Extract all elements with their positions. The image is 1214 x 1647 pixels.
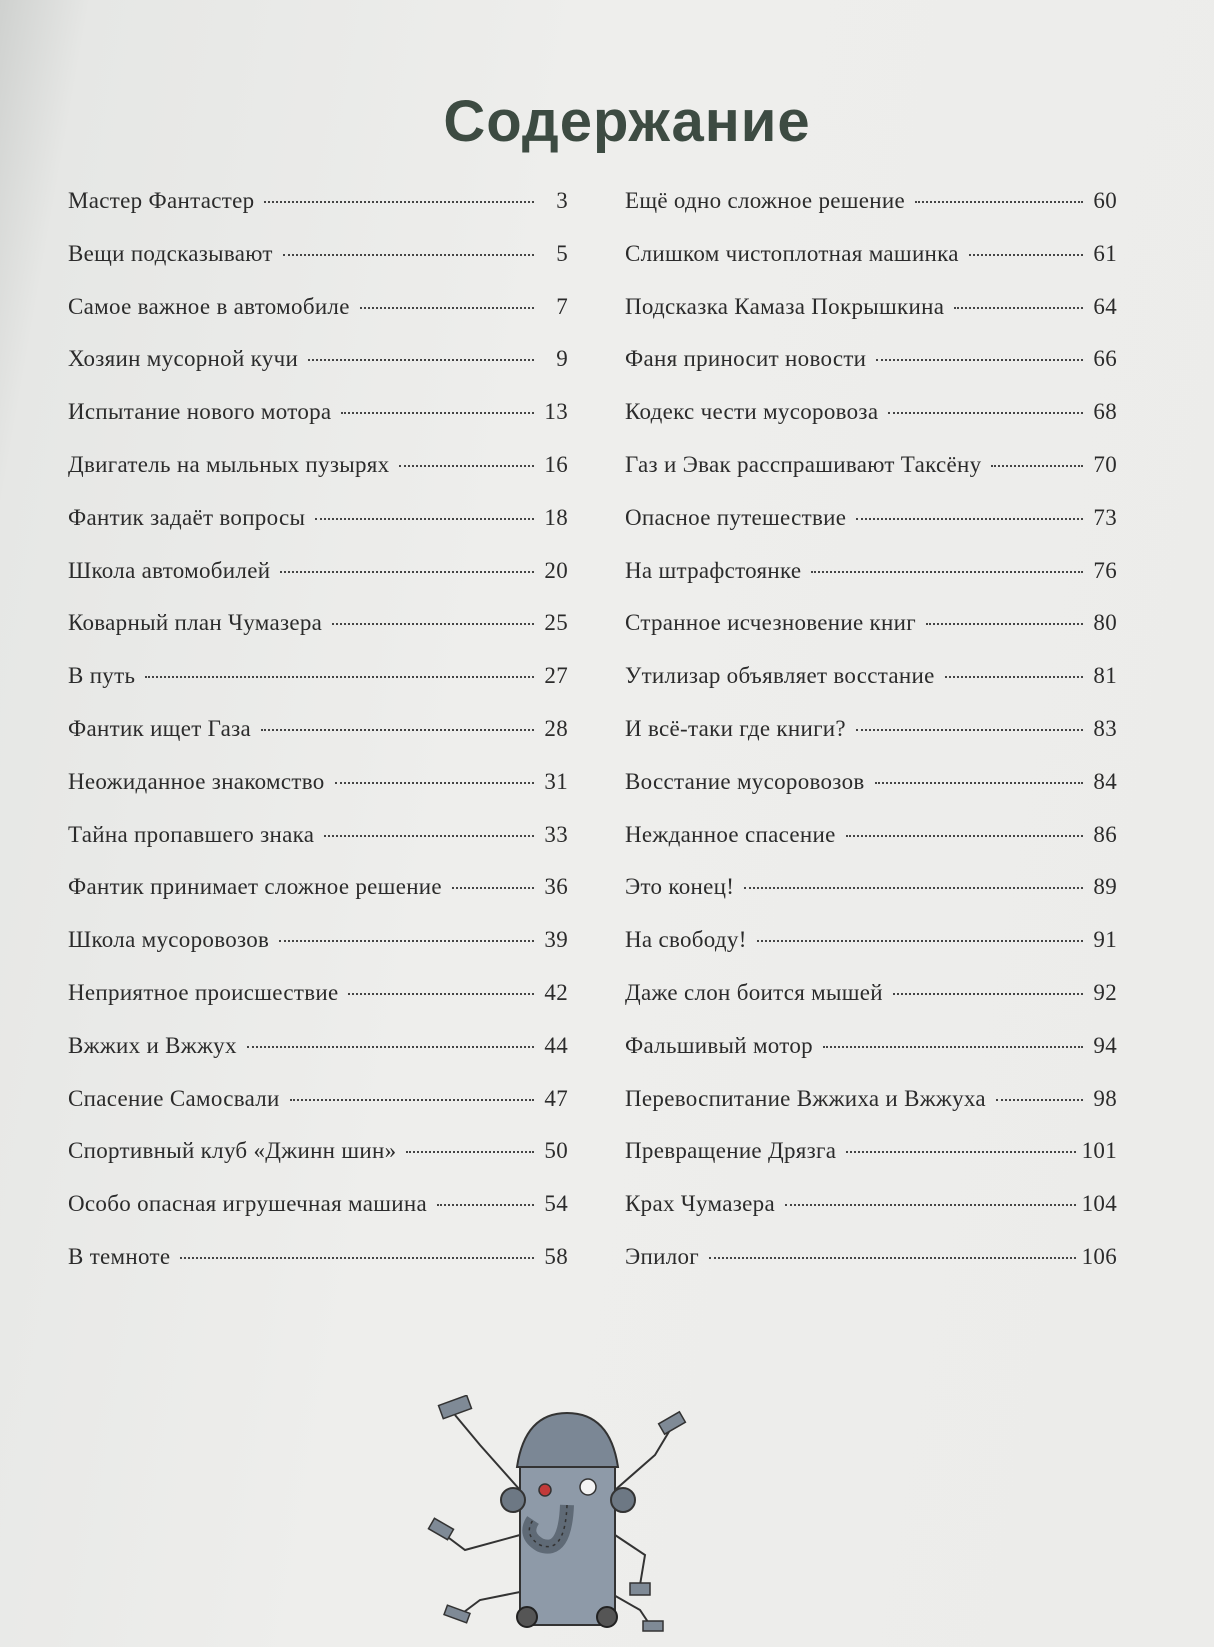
chapter-title: Даже слон боится мышей <box>625 979 883 1005</box>
dot-leader <box>876 359 1083 361</box>
toc-left-entry[interactable] <box>68 399 568 452</box>
chapter-title: Хозяин мусорной кучи <box>68 346 299 372</box>
chapter-title: Странное исчезновение книг <box>625 610 916 636</box>
dot-leader <box>335 782 534 784</box>
dot-leader <box>893 993 1083 995</box>
toc-right-entry[interactable] <box>625 294 1117 347</box>
dot-leader <box>856 729 1083 731</box>
chapter-title: Фальшивый мотор <box>625 1032 813 1058</box>
chapter-title: Утилизар объявляет восстание <box>625 663 935 689</box>
chapter-title: Подсказка Камаза Покрышкина <box>625 293 945 319</box>
page-number: 61 <box>1093 240 1117 266</box>
toc-right-entry[interactable] <box>625 558 1117 611</box>
chapter-title: Нежданное спасение <box>625 821 836 847</box>
toc-right-entry[interactable] <box>625 663 1117 716</box>
toc-right-entry[interactable] <box>625 769 1117 822</box>
robot-cleaner-illustration <box>425 1395 715 1635</box>
dot-leader <box>846 835 1083 837</box>
dot-leader <box>360 307 534 309</box>
chapter-title: В путь <box>68 663 136 689</box>
toc-right-entry[interactable] <box>625 822 1117 875</box>
page-number: 50 <box>544 1138 568 1164</box>
chapter-title: Тайна пропавшего знака <box>68 821 315 847</box>
page-number: 83 <box>1093 715 1117 741</box>
page-number: 36 <box>544 874 568 900</box>
toc-right-entry[interactable] <box>625 505 1117 558</box>
dot-leader <box>856 518 1083 520</box>
page-number: 44 <box>544 1032 568 1058</box>
chapter-title: Опасное путешествие <box>625 504 847 530</box>
page-number: 84 <box>1093 768 1117 794</box>
toc-right-entry[interactable] <box>625 1033 1117 1086</box>
toc-left-entry[interactable] <box>68 610 568 663</box>
chapter-title: Фантик ищет Газа <box>68 715 252 741</box>
dot-leader <box>954 307 1083 309</box>
dot-leader <box>846 1151 1075 1153</box>
page-number: 64 <box>1093 293 1117 319</box>
page-number: 16 <box>544 451 568 477</box>
page-number: 25 <box>544 610 568 636</box>
toc-left-entry[interactable] <box>68 1138 568 1191</box>
chapter-title: На штрафстоянке <box>625 557 802 583</box>
dot-leader <box>308 359 534 361</box>
page-number: 86 <box>1093 821 1117 847</box>
chapter-title: Эпилог <box>625 1243 700 1269</box>
toc-left-entry[interactable] <box>68 452 568 505</box>
chapter-title: Неприятное происшествие <box>68 979 339 1005</box>
toc-right-entry[interactable] <box>625 1086 1117 1139</box>
dot-leader <box>290 1099 534 1101</box>
toc-left-entry[interactable] <box>68 716 568 769</box>
dot-leader <box>888 412 1083 414</box>
chapter-title: Вещи подсказывают <box>68 240 273 266</box>
page-number: 5 <box>556 240 568 266</box>
page-number: 33 <box>544 821 568 847</box>
chapter-title: Мастер Фантастер <box>68 188 255 213</box>
dot-leader <box>264 201 534 203</box>
dot-leader <box>744 887 1083 889</box>
dot-leader <box>247 1046 534 1048</box>
chapter-title: Восстание мусоровозов <box>625 768 865 794</box>
page-number: 91 <box>1093 927 1117 953</box>
toc-left-entry[interactable] <box>68 241 568 294</box>
toc-left-entry[interactable] <box>68 663 568 716</box>
toc-right-entry[interactable] <box>625 1244 1117 1297</box>
page-number: 18 <box>544 504 568 530</box>
chapter-title: Фантик задаёт вопросы <box>68 504 306 530</box>
page-number: 81 <box>1093 663 1117 689</box>
page-number: 47 <box>544 1085 568 1111</box>
dot-leader <box>324 835 534 837</box>
page-number: 68 <box>1093 399 1117 425</box>
page-number: 27 <box>544 663 568 689</box>
chapter-title: Фаня приносит новости <box>625 346 867 372</box>
toc-left-column <box>68 188 568 1297</box>
toc-right-entry[interactable] <box>625 927 1117 980</box>
chapter-title: Перевоспитание Вжжиха и Вжжуха <box>625 1085 986 1111</box>
chapter-title: Школа автомобилей <box>68 557 271 583</box>
dot-leader <box>785 1204 1076 1206</box>
dot-leader <box>279 940 534 942</box>
chapter-title: Самое важное в автомобиле <box>68 293 350 319</box>
dot-leader <box>969 254 1083 256</box>
page-number: 98 <box>1093 1085 1117 1111</box>
chapter-title: Испытание нового мотора <box>68 399 332 425</box>
toc-left-entry[interactable] <box>68 927 568 980</box>
toc-left-entry[interactable] <box>68 769 568 822</box>
dot-leader <box>709 1257 1076 1259</box>
page-number: 13 <box>544 399 568 425</box>
page-number: 104 <box>1081 1191 1117 1217</box>
page-number: 73 <box>1093 504 1117 530</box>
dot-leader <box>283 254 534 256</box>
dot-leader <box>348 993 534 995</box>
page-number: 80 <box>1093 610 1117 636</box>
page-number: 3 <box>556 188 568 213</box>
chapter-title: Коварный план Чумазера <box>68 610 323 636</box>
toc-left-entry[interactable] <box>68 558 568 611</box>
dot-leader <box>452 887 534 889</box>
dot-leader <box>341 412 534 414</box>
chapter-title: Школа мусоровозов <box>68 927 270 953</box>
toc-right-entry[interactable] <box>625 399 1117 452</box>
toc-left-entry[interactable] <box>68 294 568 347</box>
page-number: 89 <box>1093 874 1117 900</box>
chapter-title: И всё-таки где книги? <box>625 715 846 741</box>
dot-leader <box>399 465 534 467</box>
page-number: 106 <box>1081 1243 1117 1269</box>
dot-leader <box>991 465 1083 467</box>
toc-right-entry[interactable] <box>625 874 1117 927</box>
toc-left-entry[interactable] <box>68 1086 568 1139</box>
chapter-title: Кодекс чести мусоровоза <box>625 399 879 425</box>
toc-left-entry[interactable] <box>68 346 568 399</box>
dot-leader <box>945 676 1083 678</box>
dot-leader <box>145 676 534 678</box>
toc-left-entry[interactable] <box>68 1244 568 1297</box>
chapter-title: Превращение Дрязга <box>625 1138 837 1164</box>
chapter-title: На свободу! <box>625 927 747 953</box>
chapter-title: Особо опасная игрушечная машина <box>68 1191 427 1217</box>
toc-left-entry[interactable] <box>68 1191 568 1244</box>
page-number: 58 <box>544 1243 568 1269</box>
dot-leader <box>280 571 534 573</box>
page-number: 101 <box>1081 1138 1117 1164</box>
dot-leader <box>180 1257 534 1259</box>
page-number: 28 <box>544 715 568 741</box>
dot-leader <box>757 940 1083 942</box>
chapter-title: Неожиданное знакомство <box>68 768 325 794</box>
toc-right-entry[interactable] <box>625 1191 1117 1244</box>
chapter-title: Крах Чумазера <box>625 1191 775 1217</box>
chapter-title: Спасение Самосвали <box>68 1085 280 1111</box>
toc-right-entry[interactable] <box>625 452 1117 505</box>
page-number: 76 <box>1093 557 1117 583</box>
page-number: 66 <box>1093 346 1117 372</box>
page-number: 94 <box>1093 1032 1117 1058</box>
page-number: 54 <box>544 1191 568 1217</box>
toc-right-entry[interactable] <box>625 188 1117 241</box>
page-title: Содержание <box>443 89 811 154</box>
page-number: 60 <box>1093 188 1117 213</box>
toc-right-column <box>625 188 1117 1297</box>
chapter-title: Фантик принимает сложное решение <box>68 874 442 900</box>
dot-leader <box>996 1099 1083 1101</box>
toc-right-entry[interactable] <box>625 241 1117 294</box>
toc-left-entry[interactable] <box>68 188 568 241</box>
dot-leader <box>406 1151 534 1153</box>
dot-leader <box>261 729 534 731</box>
toc-right-entry[interactable] <box>625 1138 1117 1191</box>
page-number: 92 <box>1093 979 1117 1005</box>
dot-leader <box>823 1046 1083 1048</box>
chapter-title: Это конец! <box>625 874 735 900</box>
chapter-title: Ещё одно сложное решение <box>625 188 906 213</box>
toc-left-entry[interactable] <box>68 980 568 1033</box>
dot-leader <box>875 782 1083 784</box>
dot-leader <box>811 571 1083 573</box>
page-number: 20 <box>544 557 568 583</box>
toc-left-entry[interactable] <box>68 505 568 558</box>
toc-right-entry[interactable] <box>625 346 1117 399</box>
page-number: 70 <box>1093 451 1117 477</box>
chapter-title: Спортивный клуб «Джинн шин» <box>68 1138 397 1164</box>
chapter-title: Слишком чистоплотная машинка <box>625 240 959 266</box>
dot-leader <box>332 623 534 625</box>
dot-leader <box>915 201 1083 203</box>
toc-right-entry[interactable] <box>625 716 1117 769</box>
page-number: 31 <box>544 768 568 794</box>
toc-left-entry[interactable] <box>68 822 568 875</box>
chapter-title: Двигатель на мыльных пузырях <box>68 451 390 477</box>
chapter-title: Газ и Эвак расспрашивают Таксёну <box>625 451 982 477</box>
page-number: 42 <box>544 979 568 1005</box>
dot-leader <box>926 623 1083 625</box>
dot-leader <box>315 518 534 520</box>
toc-left-entry[interactable] <box>68 1033 568 1086</box>
toc-right-entry[interactable] <box>625 980 1117 1033</box>
page-number: 7 <box>556 293 568 319</box>
toc-left-entry[interactable] <box>68 874 568 927</box>
page-number: 39 <box>544 927 568 953</box>
page-number: 9 <box>556 346 568 372</box>
toc-right-entry[interactable] <box>625 610 1117 663</box>
dot-leader <box>437 1204 534 1206</box>
chapter-title: В темноте <box>68 1243 171 1269</box>
chapter-title: Вжжих и Вжжух <box>68 1032 237 1058</box>
